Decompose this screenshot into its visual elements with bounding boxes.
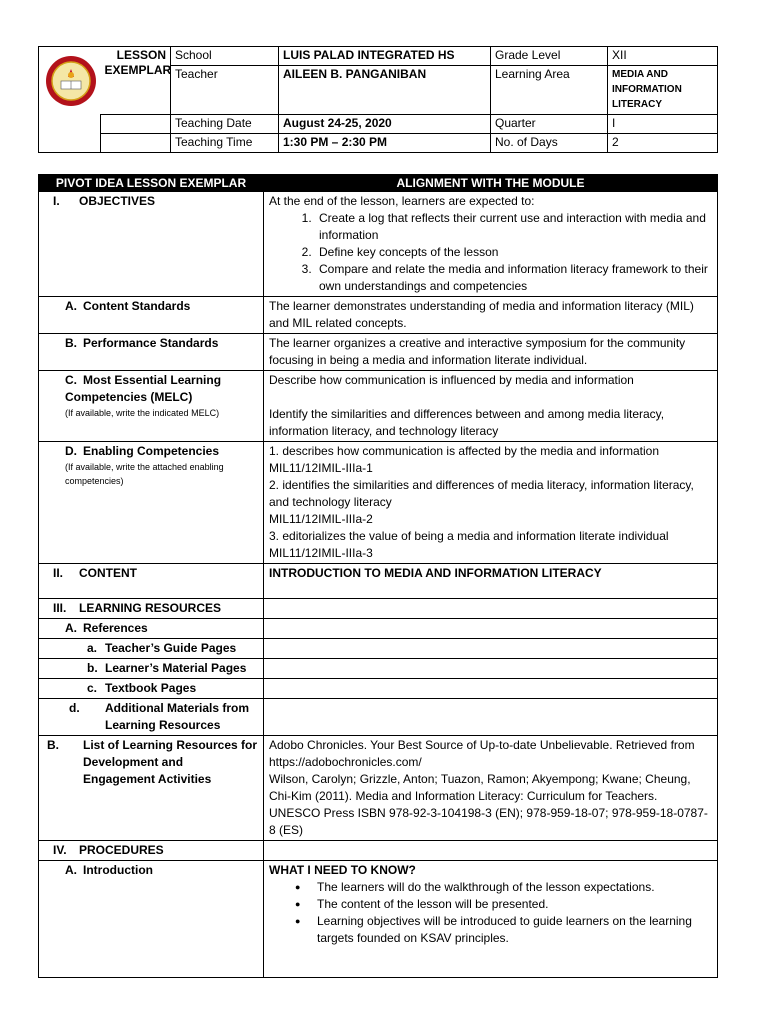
introduction-bullets <box>269 879 712 947</box>
enabling-line: 1. describes how communication is affected by the media and information <box>269 444 659 458</box>
no-of-days-value: 2 <box>608 134 718 153</box>
performance-standards-text: The learner organizes a creative and interactive symposium for the community focusing in being a media and information literate individual. <box>264 334 718 371</box>
objectives-label: OBJECTIVES <box>79 194 156 208</box>
learning-area-label: Learning Area <box>491 66 608 115</box>
school-seal-logo <box>45 55 97 107</box>
enabling-note: (If available, write the attached enabling competencies) <box>65 462 224 486</box>
performance-standards-row: B. Performance Standards The learner organizes a creative and interactive symposium for the community focusing in being a media and information literate individual. <box>39 334 718 371</box>
content-row: II. CONTENT INTRODUCTION TO MEDIA AND INFORMATION LITERACY <box>39 564 718 599</box>
teaching-time-label: Teaching Time <box>171 134 279 153</box>
table-row: c. Textbook Pages <box>39 679 718 699</box>
col1-header: PIVOT IDEA LESSON EXEMPLAR <box>39 175 264 192</box>
content-label: CONTENT <box>79 566 137 580</box>
melc-text-2: Identify the similarities and differences between and among media literacy, information literacy, and technology literacy <box>269 407 665 438</box>
performance-standards-label: Performance Standards <box>83 336 219 350</box>
quarter-value: I <box>608 115 718 134</box>
introduction-row: A. Introduction WHAT I NEED TO KNOW? ● The learners will do the walkthrough of the lesson expectations. ● The content of the lesson will be presented. ● Learning objectives will be introduced to guide learners on the learning targets founded on KSAV principles. <box>39 861 718 978</box>
no-of-days-label: No. of Days <box>491 134 608 153</box>
table-row: a. Teacher’s Guide Pages <box>39 639 718 659</box>
lesson-table <box>38 174 718 978</box>
list-item: ● Learning objectives will be introduced to guide learners on the learning targets founded on KSAV principles. <box>313 913 712 947</box>
teaching-date-value: August 24-25, 2020 <box>279 115 491 134</box>
melc-row: C. Most Essential Learning Competencies (MELC) (If available, write the indicated MELC) Describe how communication is influenced by media and information Identify the similarities and differences between and among media literacy, information literacy, and technology literacy <box>39 371 718 442</box>
learners-material-label: Learner’s Material Pages <box>105 661 247 675</box>
teachers-guide-label: Teacher’s Guide Pages <box>105 641 237 655</box>
additional-materials-label: Additional Materials from Learning Resources <box>105 701 250 732</box>
textbook-pages-label: Textbook Pages <box>105 681 197 695</box>
list-item: 3. Compare and relate the media and information literacy framework to their own understandings and competencies <box>315 261 712 295</box>
introduction-heading: WHAT I NEED TO KNOW? <box>269 863 416 877</box>
enabling-competencies-row: D. Enabling Competencies (If available, write the attached enabling competencies) 1. describes how communication is affected by the media and information MIL11/12IMIL-IIIa-1 2. identifies the similarities and differences of media literacy, information literacy, and technology literacy MIL11/12IMIL-IIIa-2 3. editorializes the value of being a media and information literate individual MIL11/12IMIL-IIIa-3 <box>39 442 718 564</box>
list-of-resources-row: B. List of Learning Resources for Development and Engagement Activities Adobo Chronicles. Your Best Source of Up-to-date Unbelievable. Retrieved from https://adobochronicles.com/ Wilson, Carolyn; Grizzle, Anton; Tuazon, Ramon; Akyempong; Kwane; Cheung, Chi-Kim (2011). Media and Information Literacy: Curriculum for Teachers. UNESCO Press ISBN 978-92-3-104198-3 (EN); 978-959-18-07; 978-959-18-0787-8 (ES) <box>39 736 718 841</box>
list-of-resources-label: List of Learning Resources for Development and Engagement Activities <box>83 738 258 786</box>
teaching-date-label: Teaching Date <box>171 115 279 134</box>
references-row: A. References <box>39 619 718 639</box>
header-table <box>38 46 718 153</box>
school-value: LUIS PALAD INTEGRATED HS <box>279 47 491 66</box>
grade-level-value: XII <box>608 47 718 66</box>
learning-resources-label: LEARNING RESOURCES <box>79 601 222 615</box>
col2-header: ALIGNMENT WITH THE MODULE <box>264 175 718 192</box>
references-label: References <box>83 621 148 635</box>
school-label: School <box>171 47 279 66</box>
content-text: INTRODUCTION TO MEDIA AND INFORMATION LITERACY <box>264 564 718 599</box>
objectives-row: I. OBJECTIVES At the end of the lesson, learners are expected to: 1. Create a log that reflects their current use and interaction with media and information 2. Define key concepts of the lesson 3. Compare and relate the media and information literacy framework to their own understandings and competencies <box>39 192 718 297</box>
list-item: 1. Create a log that reflects their current use and interaction with media and information <box>315 210 712 244</box>
teacher-value: AILEEN B. PANGANIBAN <box>279 66 491 115</box>
content-standards-row: A. Content Standards The learner demonstrates understanding of media and information literacy (MIL) and MIL related concepts. <box>39 297 718 334</box>
list-item: ● The content of the lesson will be presented. <box>313 896 712 913</box>
objectives-list <box>269 210 712 295</box>
list-item: 2. Define key concepts of the lesson <box>315 244 712 261</box>
table-row: d. Additional Materials from Learning Resources <box>39 699 718 736</box>
teacher-label: Teacher <box>171 66 279 115</box>
resource-citation: Wilson, Carolyn; Grizzle, Anton; Tuazon, Ramon; Akyempong; Kwane; Cheung, Chi-Kim (2011). Media and Information Literacy: Curriculum for Teachers. UNESCO Press ISBN 978-92-3-104198-3 (EN); 978-959-18-07; 978-959-18-0787-8 (ES) <box>269 772 708 837</box>
enabling-code: MIL11/12IMIL-IIIa-2 <box>269 512 373 526</box>
content-standards-label: Content Standards <box>83 299 191 313</box>
enabling-line: 2. identifies the similarities and differences of media literacy, information literacy, and technology literacy <box>269 478 694 509</box>
objectives-intro: At the end of the lesson, learners are expected to: <box>269 194 535 208</box>
list-item: ● The learners will do the walkthrough of the lesson expectations. <box>313 879 712 896</box>
enabling-code: MIL11/12IMIL-IIIa-3 <box>269 546 373 560</box>
lesson-exemplar-label: LESSON EXEMPLAR <box>101 47 171 115</box>
resource-citation: Adobo Chronicles. Your Best Source of Up-to-date Unbelievable. Retrieved from https://adobochronicles.com/ <box>269 738 695 769</box>
learning-area-value: MEDIA AND INFORMATION LITERACY <box>608 66 718 115</box>
grade-level-label: Grade Level <box>491 47 608 66</box>
enabling-line: 3. editorializes the value of being a media and information literate individual <box>269 529 669 543</box>
melc-note: (If available, write the indicated MELC) <box>65 408 220 418</box>
table-row: b. Learner’s Material Pages <box>39 659 718 679</box>
enabling-label: Enabling Competencies <box>83 444 220 458</box>
introduction-label: Introduction <box>83 863 153 877</box>
teaching-time-value: 1:30 PM – 2:30 PM <box>279 134 491 153</box>
logo-cell <box>39 47 101 153</box>
enabling-code: MIL11/12IMIL-IIIa-1 <box>269 461 373 475</box>
procedures-row: IV. PROCEDURES <box>39 841 718 861</box>
melc-text-1: Describe how communication is influenced by media and information <box>269 373 634 387</box>
content-standards-text: The learner demonstrates understanding of media and information literacy (MIL) and MIL related concepts. <box>264 297 718 334</box>
quarter-label: Quarter <box>491 115 608 134</box>
procedures-label: PROCEDURES <box>79 843 164 857</box>
melc-label: Most Essential Learning Competencies (MELC) <box>65 373 222 404</box>
learning-resources-row: III. LEARNING RESOURCES <box>39 599 718 619</box>
